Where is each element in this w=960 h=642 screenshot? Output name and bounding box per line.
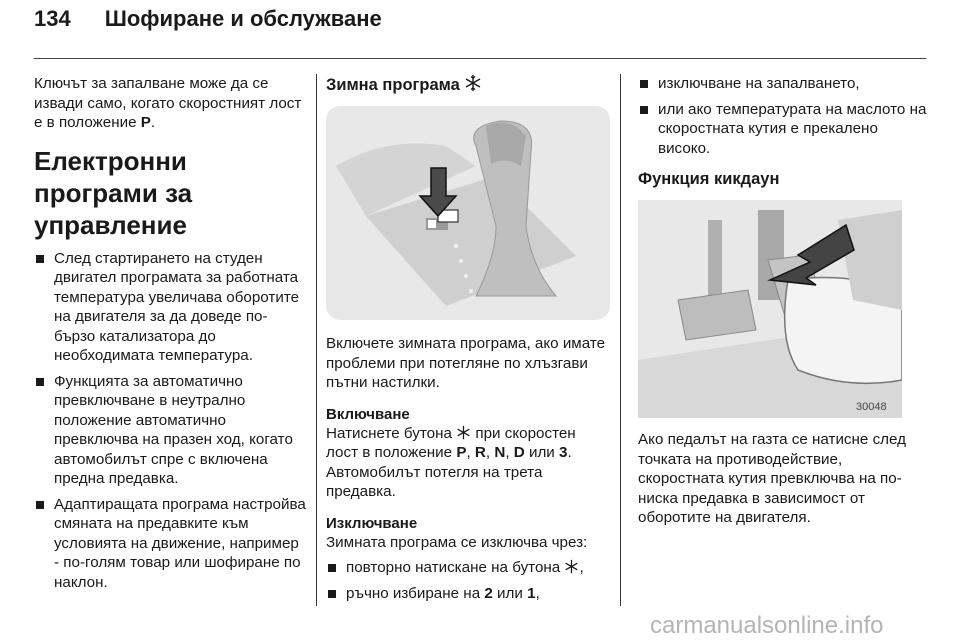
separator: , (466, 444, 475, 461)
column-middle (326, 74, 610, 613)
program-list (34, 249, 306, 593)
gear-position: P (456, 444, 467, 461)
section-heading-kickdown: Функция кикдаун (638, 170, 780, 188)
gear-position: N (494, 444, 506, 461)
list-item: След стартирането на студен двигател програмата за работната температура увеличава оборотите на двигателя за да доведе по-бързо катализатора до необходимата температура. (34, 249, 306, 366)
gear-position: D (513, 444, 525, 461)
list-item-text: , (535, 584, 540, 602)
switch-on-text: . Автомобилът потегля на трета предавка. (326, 444, 572, 500)
page-header (34, 6, 382, 32)
intro-paragraph (34, 74, 306, 133)
subheading-switch-on: Включване (326, 405, 410, 423)
section-heading-winter (326, 74, 610, 96)
gear-number: 2 (484, 584, 493, 602)
column-right (638, 74, 928, 540)
switch-on-text: при скоростен лост в положение (326, 424, 576, 461)
list-item-text: ръчно избиране на (346, 584, 485, 602)
intro-end: . (150, 114, 156, 131)
figure-code: 30048 (856, 401, 887, 413)
switch-off-list (326, 558, 610, 603)
switch-off-list-continued (638, 74, 928, 158)
gear-position: R (474, 444, 486, 461)
section-heading-electronic-programs: Електронни програми за управление (34, 145, 193, 240)
list-item: изключване на запалването, (638, 74, 928, 94)
gear-shift-lever-illustration (326, 106, 610, 320)
page-number: 134 (34, 6, 71, 31)
page-title: Шофиране и обслужване (104, 6, 382, 31)
switch-on-paragraph (326, 424, 610, 502)
list-item-text: повторно натискане на бутона (346, 559, 565, 576)
gear-number: 1 (527, 584, 536, 602)
kickdown-paragraph: Ако педалът на газта се натисне след точката на противодействие, скоростната кутия превключва на по-ниска предавка в зависимост от оборотите на двигателя. (638, 431, 907, 526)
list-item-text: или (492, 584, 528, 602)
snowflake-icon (456, 425, 471, 440)
separator: , (485, 444, 495, 461)
list-item: или ако температурата на маслото на скоростната кутия е прекалено високо. (638, 100, 928, 159)
column-left (34, 74, 306, 602)
separator: , (505, 444, 514, 461)
list-item: Функцията за автоматично превключване в неутрално положение автоматично превключва на празен ход, когато автомобилът спре с включена предна предавка. (34, 372, 306, 489)
switch-off-paragraph: Зимната програма се изключва чрез: (326, 533, 588, 551)
intro-position: P (140, 114, 151, 131)
switch-on-text: Натиснете бутона (326, 424, 457, 442)
subheading-switch-off: Изключване (326, 514, 418, 532)
list-item: Адаптиращата програма настройва смяната на предавките към условията на движение, например - по-голям товар или шофиране по наклон. (34, 495, 306, 593)
winter-description: Включете зимната програма, ако имате проблеми при потегляне по хлъзгави пътни настилки. (326, 335, 606, 391)
column-divider (316, 74, 317, 606)
list-item (326, 558, 610, 578)
gear-position: 3 (559, 444, 568, 461)
list-item (326, 584, 610, 604)
separator: или (524, 444, 560, 461)
pedal-kickdown-illustration (638, 200, 902, 418)
header-rule (34, 58, 926, 59)
list-item-text: , (579, 559, 584, 576)
intro-text: Ключът за запалване може да се извади само, когато скоростният лост е в положение (34, 75, 302, 131)
winter-heading-text: Зимна програма (326, 76, 460, 94)
snowflake-icon (464, 74, 482, 92)
snowflake-icon (564, 559, 579, 574)
column-divider (620, 74, 621, 606)
watermark: carmanualsonline.info (650, 612, 884, 639)
